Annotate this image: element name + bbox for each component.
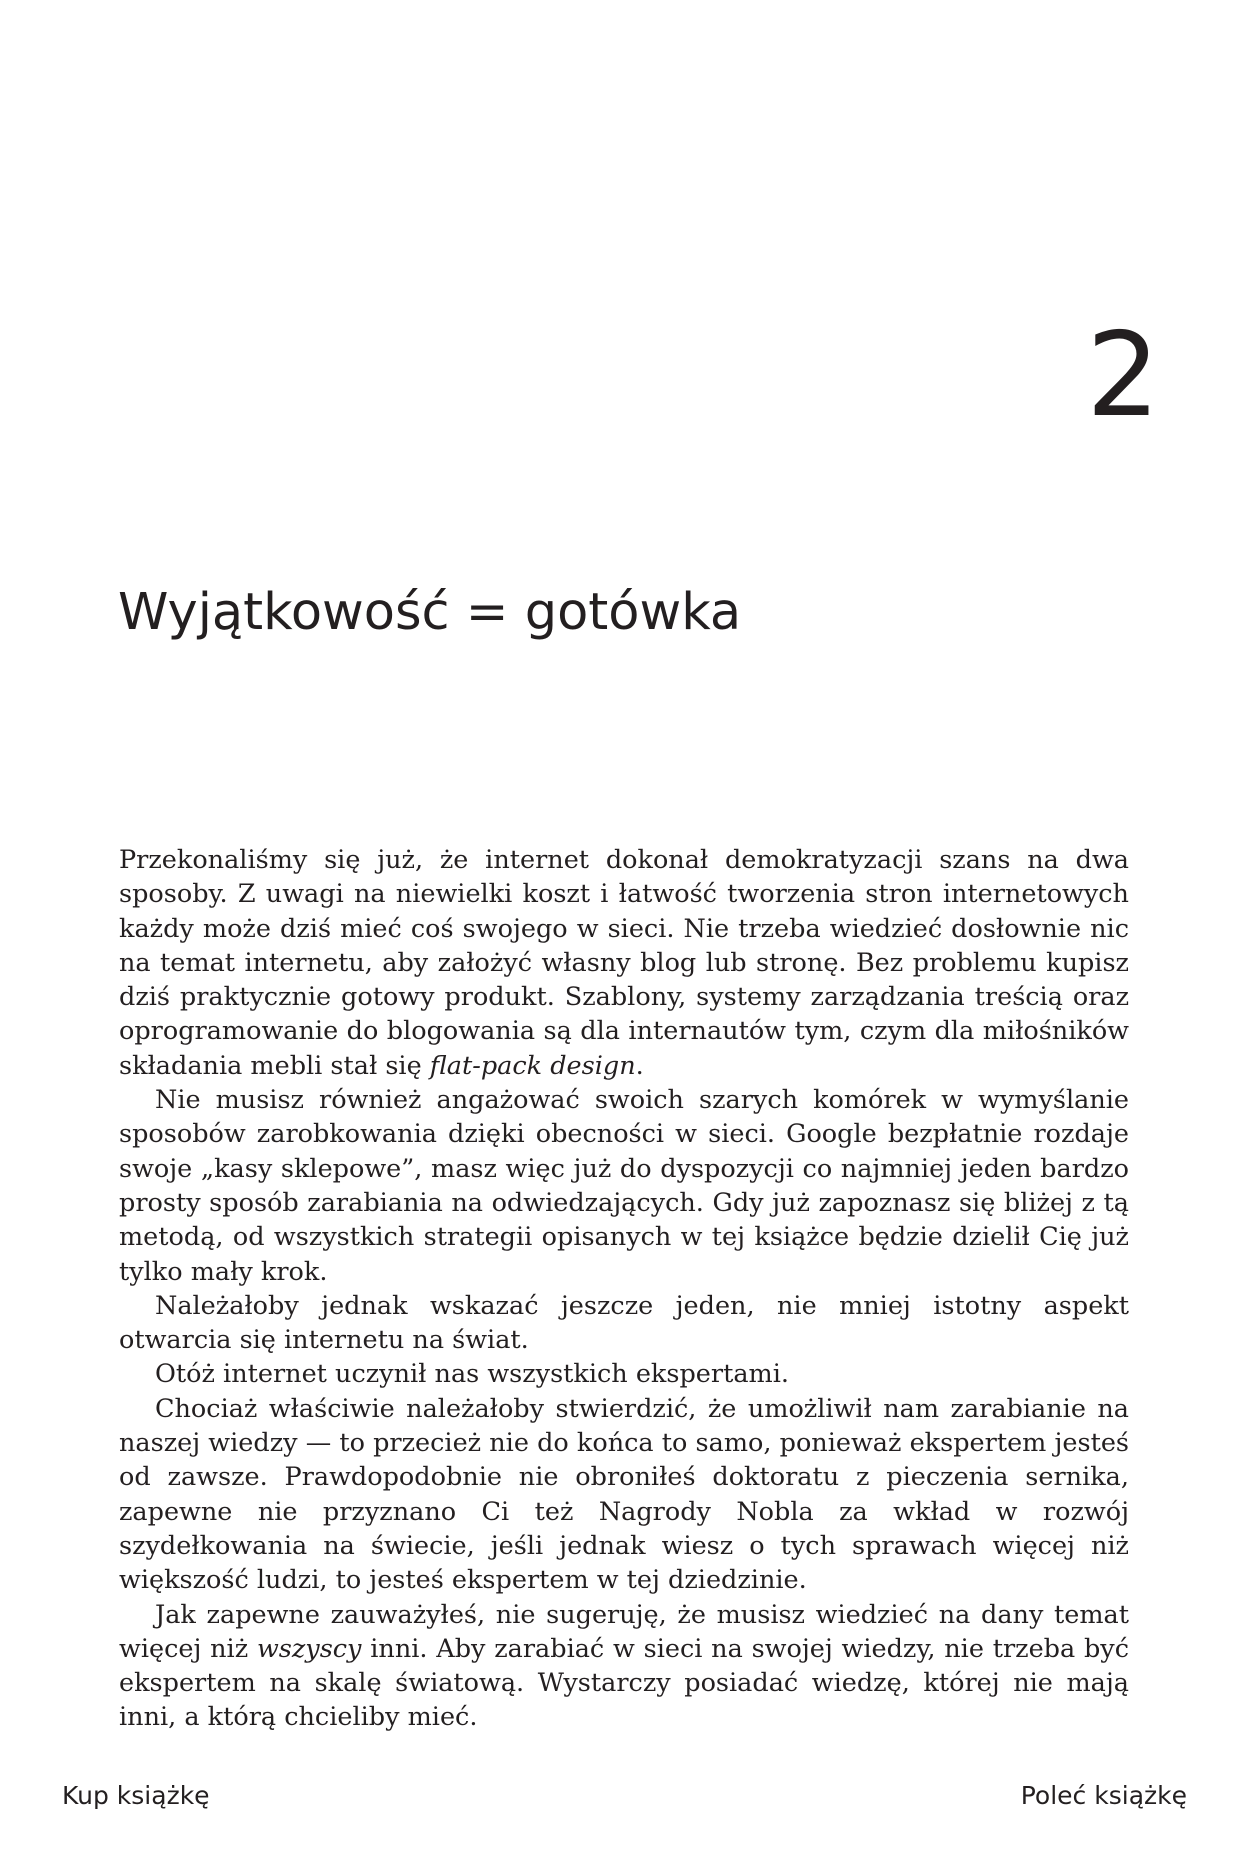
chapter-number: 2 [1086, 308, 1160, 443]
paragraph-6-end: inni. Aby zarabiać w sieci na swojej wiedzy, nie trzeba być ekspertem na skalę światową. Wystarczy posiadać wiedzę, której nie mają inni, a którą chcieliby mieć. [119, 1633, 1129, 1733]
recommend-book-link[interactable]: Poleć książkę [1020, 1781, 1187, 1810]
paragraph-6-emphasis: wszyscy [256, 1633, 362, 1664]
chapter-body [119, 843, 1129, 1735]
paragraph-5: Chociaż właściwie należałoby stwierdzić, że umożliwił nam zarabianie na naszej wiedzy — to przecież nie do końca to samo, ponieważ ekspertem jesteś od zawsze. Prawdopodobnie nie obroniłeś doktoratu z pieczenia sernika, zapewne nie przyznano Ci też Nagrody Nobla za wkład w rozwój szydełkowania na świecie, jeśli jednak wiesz o tych sprawach więcej niż większość ludzi, to jesteś ekspertem w tej dziedzinie. [119, 1393, 1129, 1596]
paragraph-1-end: . [635, 1050, 644, 1081]
paragraph-6 [119, 1598, 1129, 1735]
paragraph-1-emphasis: flat-pack design [429, 1050, 636, 1081]
paragraph-4: Otóż internet uczynił nas wszystkich ekspertami. [155, 1359, 789, 1390]
paragraph-2: Nie musisz również angażować swoich szarych komórek w wymyślanie sposobów zarobkowania dzięki obecności w sieci. Google bezpłatnie rozdaje swoje „kasy sklepowe”, masz więc już do dyspozycji co najmniej jeden bardzo prosty sposób zarabiania na odwiedzających. Gdy już zapoznasz się bliżej z tą metodą, od wszystkich strategii opisanych w tej książce będzie dzielił Cię już tylko mały krok. [119, 1085, 1129, 1287]
paragraph-1 [119, 843, 1129, 1083]
buy-book-link[interactable]: Kup książkę [62, 1781, 210, 1810]
paragraph-3: Należałoby jednak wskazać jeszcze jeden, nie mniej istotny aspekt otwarcia się internetu na świat. [119, 1290, 1129, 1356]
paragraph-1-text: Przekonaliśmy się już, że internet dokonał demokratyzacji szans na dwa sposoby. Z uwagi na niewielki koszt i łatwość tworzenia stron internetowych każdy może dziś mieć coś swojego w sieci. Nie trzeba wiedzieć dosłownie nic na temat internetu, aby założyć własny blog lub stronę. Bez problemu kupisz dziś praktycznie gotowy produkt. Szablony, systemy zarządzania treścią oraz oprogramowanie do blogowania są dla internautów tym, czym dla miłośników składania mebli stał się [119, 845, 1129, 1081]
paragraph-6-text: Jak zapewne zauważyłeś, nie sugeruję, że musisz wiedzieć na dany temat więcej niż [119, 1599, 1129, 1664]
chapter-title: Wyjątkowość = gotówka [118, 583, 742, 642]
